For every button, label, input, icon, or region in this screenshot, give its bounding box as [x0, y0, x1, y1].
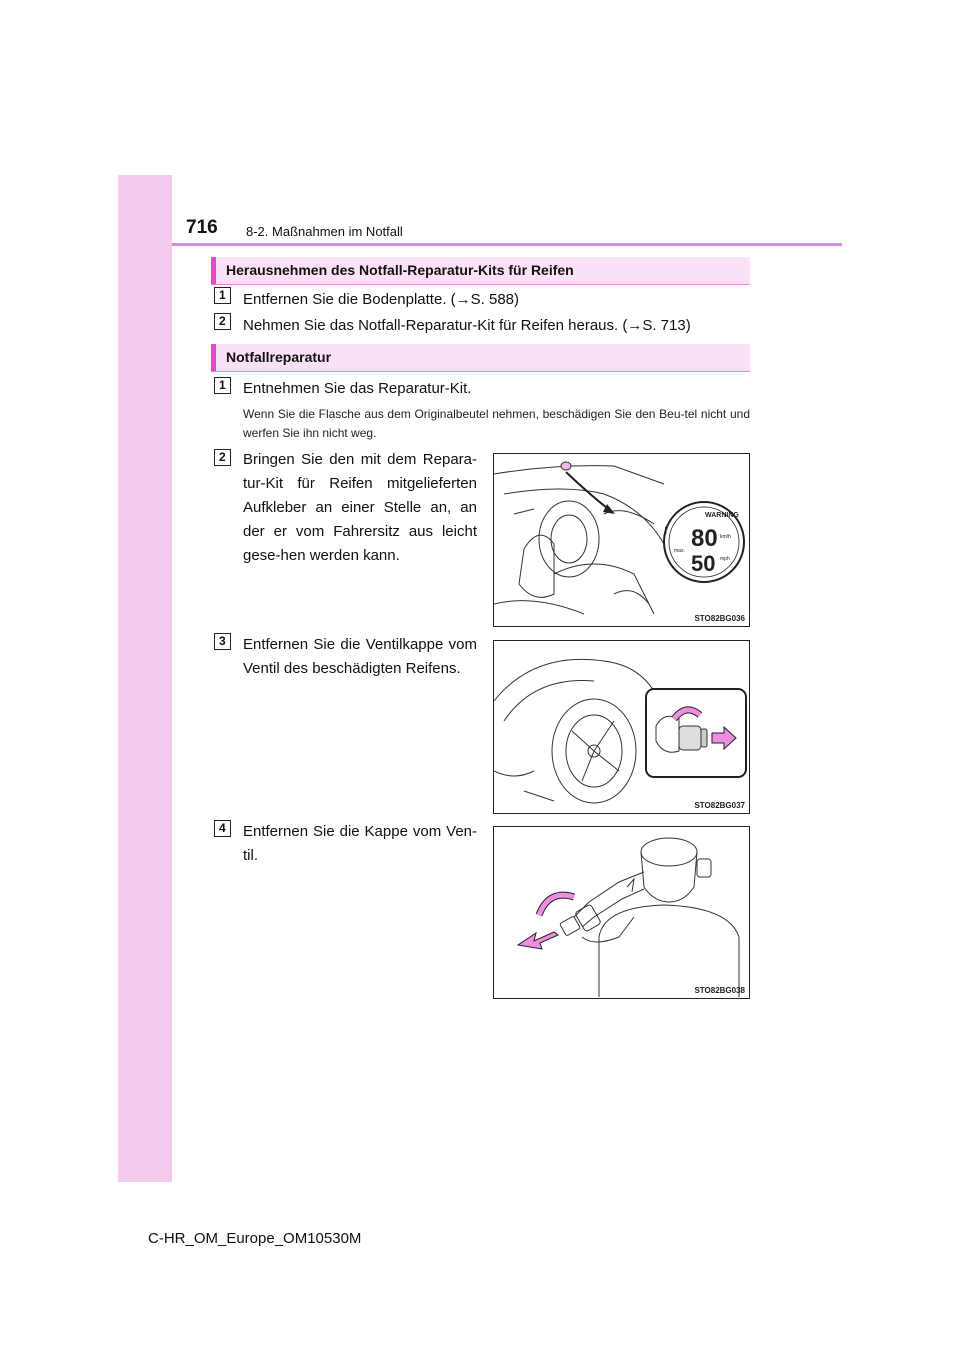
- heading-repair: [211, 344, 750, 372]
- sticker-location-marker: [561, 462, 571, 470]
- pull-arrow-icon: [518, 932, 558, 949]
- svg-text:80: 80: [691, 525, 718, 552]
- repair-step-2: Bringen Sie den mit dem Repara-tur-Kit für Reifen mitgelieferten Aufkleber an einer Stelle an, an der er vom Fahrersitz aus leicht gese-hen werden kann.: [243, 451, 477, 564]
- repair-step-1: Entnehmen Sie das Reparatur-Kit.: [243, 380, 472, 397]
- dashboard-illustration: [494, 454, 749, 626]
- svg-text:km/h: km/h: [720, 534, 731, 540]
- header-rule: [172, 243, 842, 246]
- step-badge: [214, 377, 231, 394]
- figure-code: STO82BG038: [694, 986, 745, 995]
- bottle-illustration: [494, 827, 749, 998]
- figure-valve-cap: [493, 640, 750, 814]
- step-badge-number: 2: [219, 314, 226, 328]
- heading-marker: [211, 344, 216, 371]
- tire-illustration: [494, 641, 749, 813]
- step-badge-number: 3: [219, 634, 226, 648]
- warning-sticker-icon: [664, 502, 744, 582]
- step-badge: [214, 633, 231, 650]
- step-badge: [214, 449, 231, 466]
- svg-text:!: !: [664, 526, 668, 537]
- repair-step-3: Entfernen Sie die Ventilkappe vom Ventil des beschädigten Reifens.: [243, 636, 477, 677]
- figure-code: STO82BG037: [694, 801, 745, 810]
- heading-removal-text: Herausnehmen des Notfall-Reparatur-Kits für Reifen: [226, 262, 574, 278]
- step-badge: [214, 820, 231, 837]
- svg-text:50: 50: [691, 551, 716, 576]
- repair-step-1-note: Wenn Sie die Flasche aus dem Originalbeutel nehmen, beschädigen Sie den Beu-tel nicht und werfen Sie ihn nicht weg.: [243, 407, 750, 440]
- step-badge: [214, 313, 231, 330]
- side-color-band: [118, 175, 172, 1182]
- heading-removal: [211, 257, 750, 285]
- step-badge-number: 1: [219, 378, 226, 392]
- page-number: 716: [186, 217, 218, 238]
- section-title: 8-2. Maßnahmen im Notfall: [246, 224, 403, 239]
- step-badge-number: 4: [219, 821, 226, 835]
- heading-repair-text: Notfallreparatur: [226, 349, 332, 365]
- step-badge-number: 2: [219, 450, 226, 464]
- footer-doc-id: C-HR_OM_Europe_OM10530M: [148, 1230, 362, 1247]
- svg-text:max.: max.: [674, 548, 685, 554]
- heading-marker: [211, 257, 216, 284]
- removal-step-1: Entfernen Sie die Bodenplatte. (→S. 588): [243, 291, 520, 308]
- step-badge-number: 1: [219, 288, 226, 302]
- svg-text:mph: mph: [720, 556, 730, 562]
- removal-step-2: Nehmen Sie das Notfall-Reparatur-Kit für Reifen heraus. (→S. 713): [243, 317, 691, 334]
- rotate-arrow-icon: [539, 895, 574, 915]
- figure-sticker-placement: [493, 453, 750, 627]
- svg-text:WARNING: WARNING: [705, 512, 739, 519]
- figure-bottle-cap: [493, 826, 750, 999]
- repair-step-4: Entfernen Sie die Kappe vom Ven-til.: [243, 823, 477, 864]
- step-badge: [214, 287, 231, 304]
- figure-code: STO82BG036: [694, 614, 745, 623]
